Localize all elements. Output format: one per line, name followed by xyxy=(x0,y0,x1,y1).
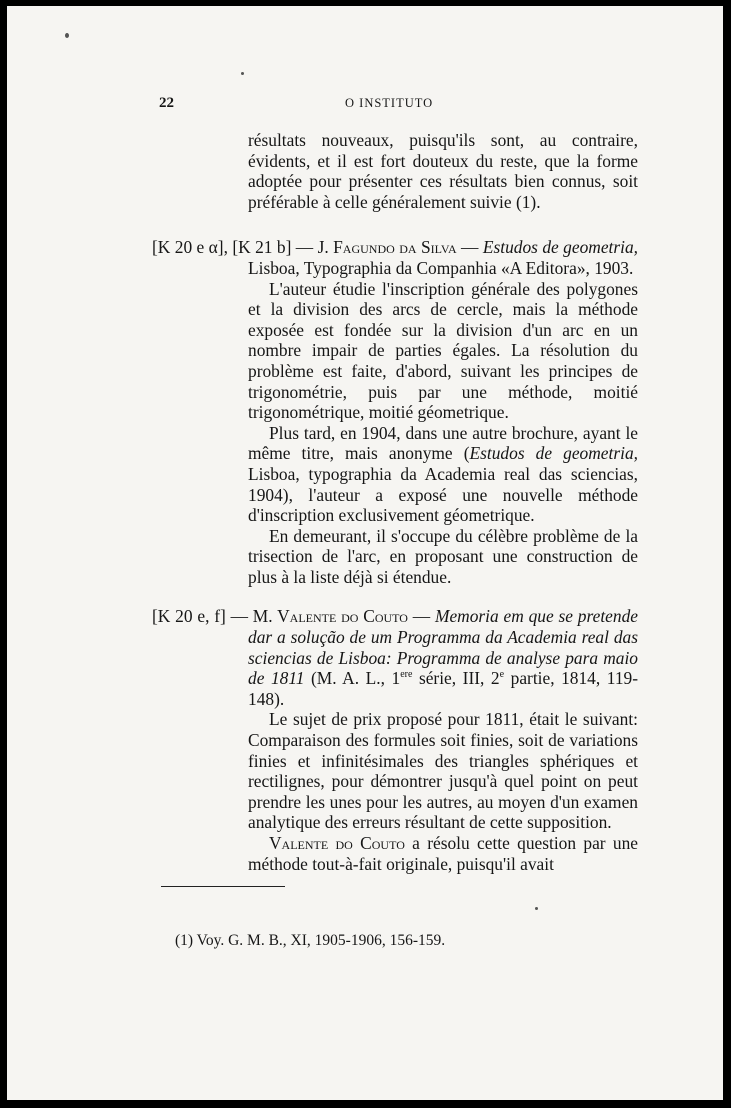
author-name: J. Fagundo da Silva xyxy=(317,237,457,258)
body-text xyxy=(152,130,638,874)
classification-code: [K 20 e α], [K 21 b] xyxy=(152,237,292,258)
entry-heading xyxy=(152,237,639,278)
superscript: ere xyxy=(400,669,413,681)
paragraph xyxy=(248,423,638,526)
paragraph: En demeurant, il s'occupe du célèbre problème de la trisection de l'arc, en proposant une construction de plus à la liste déjà si étendue. xyxy=(248,525,638,587)
paragraph: L'auteur étudie l'inscription générale des polygones et la division des arcs de cercle, mais la méthode exposée est fondée sur la division d'un arc en un nombre impair de parties égales. La résolution du problème est faite, d'abord, suivant les principes de trigonométrie, puis par une méthode, moitié trigonométrique, moitié géometrique. xyxy=(248,278,638,423)
text-run: a résolu cette question par une méthode tout-à-fait originale, puisqu'il avait xyxy=(248,833,638,874)
bibliography-entry-valente xyxy=(152,606,638,874)
print-speck xyxy=(65,33,69,38)
running-head xyxy=(159,95,609,115)
work-title: Estudos de geometria, xyxy=(469,443,639,464)
paragraph xyxy=(248,833,638,874)
separator: — xyxy=(291,237,318,258)
publication-info: série, III, 2 xyxy=(412,668,500,689)
bibliography-entry-fagundo xyxy=(152,237,638,587)
footnote-rule xyxy=(161,886,285,887)
page-number: 22 xyxy=(159,95,174,111)
continued-paragraph: résultats nouveaux, puisqu'ils sont, au contraire, évidents, et il est fort douteux du reste, que la forme adoptée pour présenter ces résultats bien connus, soit préférable à celle généralement suivie (1). xyxy=(248,130,638,212)
superscript: e xyxy=(499,669,505,681)
print-speck xyxy=(535,907,538,910)
print-speck xyxy=(241,72,244,75)
work-title: Estudos de geometria, xyxy=(482,237,639,258)
publication-info: Lisboa, Typographia da Companhia «A Editora», 1903. xyxy=(248,257,634,278)
classification-code: [K 20 e, f] xyxy=(152,606,226,627)
separator: — xyxy=(456,237,483,258)
work-title: Memoria em que se pretende dar a solução de um Programma da Academia real das sciencias de Lisboa: Programma de analyse para maio de 1811 xyxy=(248,606,638,689)
entry-heading xyxy=(152,606,638,709)
footnote: (1) Voy. G. M. B., XI, 1905-1906, 156-159. xyxy=(175,932,446,949)
author-name: M. Valente do Couto xyxy=(252,606,408,627)
book-page xyxy=(7,6,723,1100)
text-run: Lisboa, typographia da Academia real das sciencias, 1904), l'auteur a exposé une nouvelle méthode d'inscription exclusivement géometrique. xyxy=(248,463,638,526)
author-name: Valente do Couto xyxy=(269,833,405,853)
publication-info: (M. A. L., 1 xyxy=(304,668,401,689)
publication-info: partie, 1814, 119-148). xyxy=(248,668,638,709)
text-run: Plus tard, en 1904, dans une autre brochure, ayant le même titre, mais anonyme ( xyxy=(248,422,638,464)
paragraph: Le sujet de prix proposé pour 1811, était le suivant: Comparaison des formules soit finies, soit de variations finies et infinitésimales des triangles sphériques et rectilignes, pour démontrer jusqu'à quel point on peut prendre les unes pour les autres, au moyen d'un examen analytique des erreurs résultant de cette supposition. xyxy=(248,709,638,833)
separator: — xyxy=(225,606,253,627)
separator: — xyxy=(407,606,435,627)
journal-title: O INSTITUTO xyxy=(345,96,434,110)
